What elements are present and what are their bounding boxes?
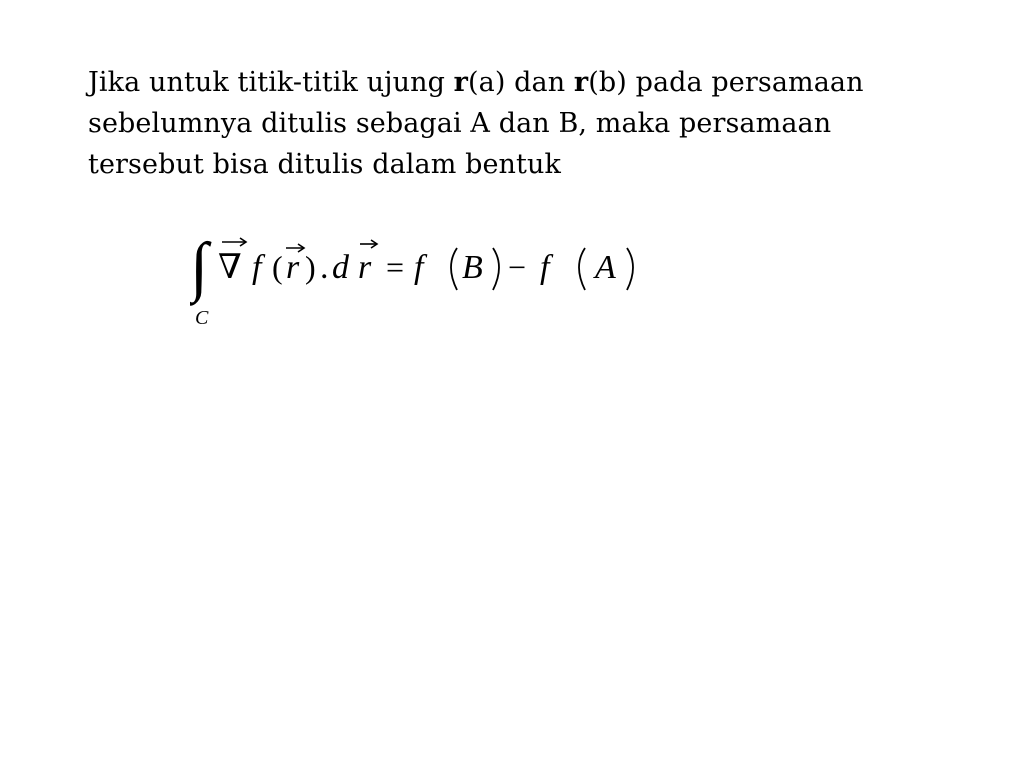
contour-label: C	[195, 307, 209, 329]
right-big-paren-b	[493, 248, 499, 290]
left-big-paren-b	[451, 248, 457, 290]
vector-r-a: r	[453, 67, 468, 98]
left-big-paren-a	[579, 248, 585, 290]
equals-sign: =	[386, 249, 405, 285]
text-line3: tersebut bisa ditulis dalam bentuk	[88, 149, 561, 180]
text-line2: sebelumnya ditulis sebagai A dan B, maka persamaan	[88, 108, 832, 139]
body-paragraph	[88, 62, 968, 185]
text-line1-end: (b) pada persamaan	[588, 67, 864, 98]
left-paren-1: (	[272, 249, 283, 285]
right-big-paren-a	[627, 248, 633, 290]
nabla-arrow-icon	[222, 238, 246, 246]
line-integral-equation	[190, 226, 660, 336]
r-arrow-icon-2	[360, 240, 377, 248]
integral-sign: ∫	[190, 230, 209, 303]
function-f-1: f	[252, 249, 262, 286]
vector-r-b: r	[573, 67, 589, 98]
dot-product: .	[320, 249, 329, 286]
nabla-symbol: ∇	[218, 249, 242, 286]
text-line1-start: Jika untuk titik-titik ujung	[88, 67, 454, 98]
equation-svg	[190, 226, 660, 336]
point-b: B	[462, 249, 483, 286]
right-paren-1: )	[305, 249, 316, 285]
function-f-2: f	[414, 249, 424, 286]
vector-r-1: r	[286, 249, 300, 286]
text-line1-mid: (a) dan	[468, 67, 574, 98]
point-a: A	[595, 249, 616, 286]
function-f-3: f	[540, 249, 550, 286]
vector-r-2: r	[358, 249, 372, 286]
differential-d: d	[332, 249, 349, 286]
minus-sign: −	[508, 249, 527, 285]
